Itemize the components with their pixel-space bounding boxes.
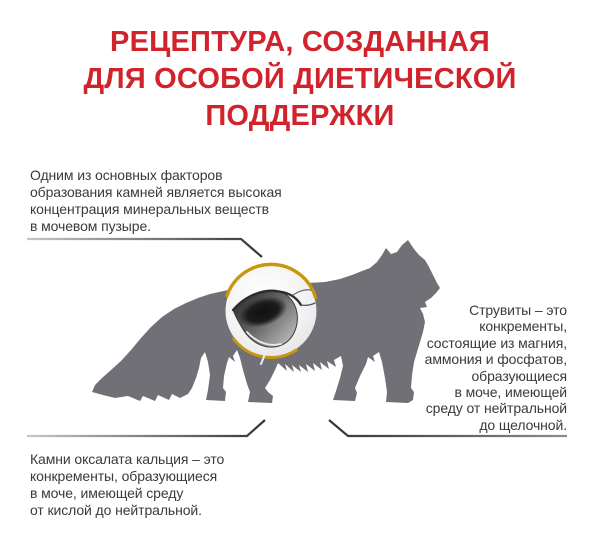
text-line: в моче, имеющей среду [30,485,184,501]
text-line: РЕЦЕПТУРА, СОЗДАННАЯ [110,26,490,58]
text-line: до щелочной. [479,416,567,433]
text-line: от кислой до нейтральной. [30,502,202,518]
callout-line-stone-formation [27,239,262,257]
text-line: состоящие из магния, [426,334,567,351]
text-line: Одним из основных факторов [30,167,223,183]
callout-line-oxalate [27,420,265,436]
text-line: аммония и фосфатов, [424,351,567,368]
note-oxalate [30,451,310,519]
text-line: ДЛЯ ОСОБОЙ ДИЕТИЧЕСКОЙ [83,63,517,95]
text-line: конкременты, [479,318,567,335]
note-struvite [347,302,567,433]
text-line: Камни оксалата кальция – это [30,451,225,467]
text-line: концентрация минеральных веществ [30,201,270,217]
text-line: образующиеся [471,367,567,384]
text-line: конкременты, образующиеся [30,468,218,484]
text-line: среду от нейтральной [425,400,567,417]
text-line: в моче, имеющей [454,384,567,401]
text-line: образования камней является высокая [30,184,282,200]
text-line: в мочевом пузыре. [30,218,151,234]
text-line: ПОДДЕРЖКИ [205,100,395,132]
text-line: Струвиты – это [469,302,567,318]
